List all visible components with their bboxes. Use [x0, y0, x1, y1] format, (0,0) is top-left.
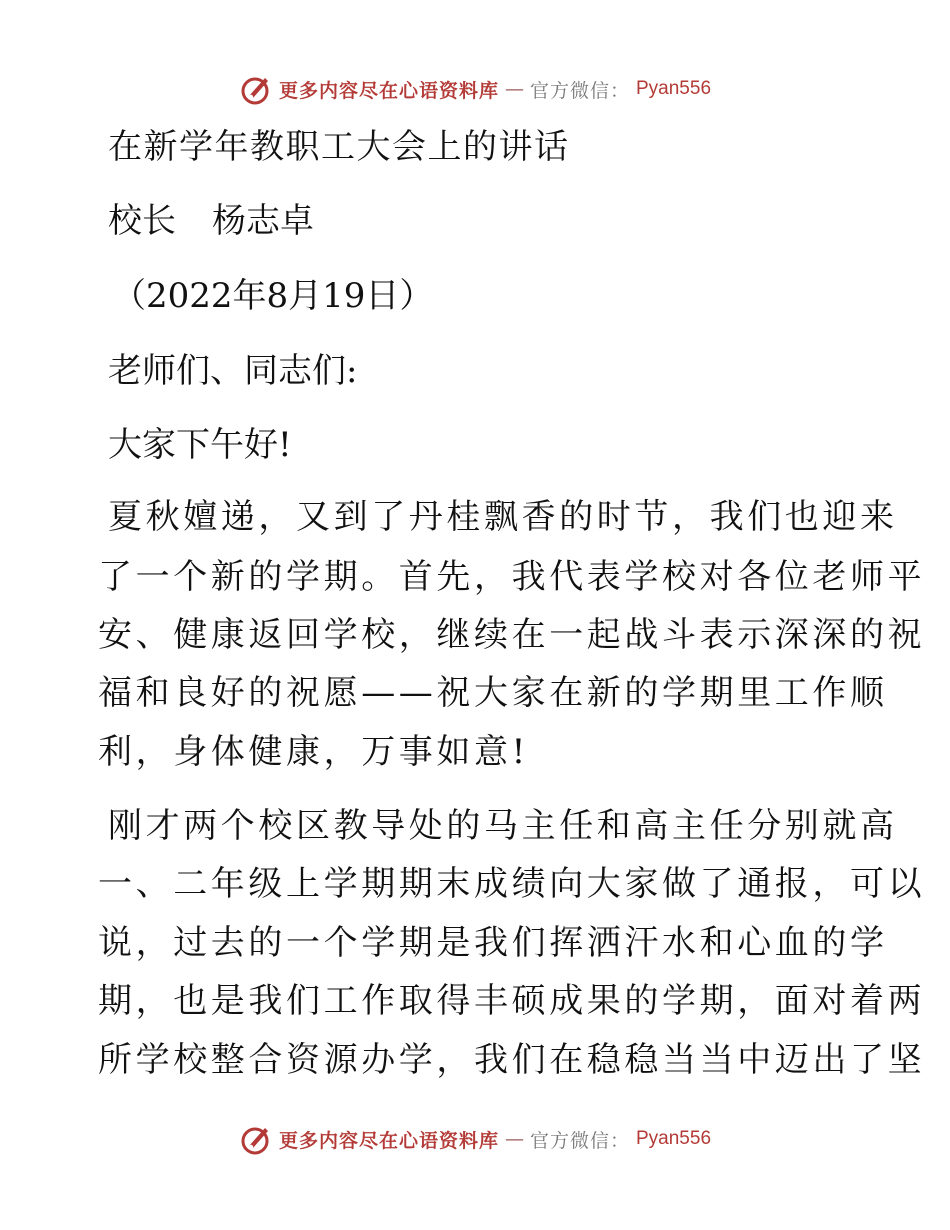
document-date: （2022年8月19日） — [112, 276, 434, 316]
watermark-separator: — — [504, 1128, 524, 1150]
paragraph2-line: 刚才两个校区教导处的马主任和高主任分别就高 — [108, 806, 898, 846]
quill-logo-icon — [239, 1122, 273, 1156]
watermark-site-text: 更多内容尽在心语资料库 — [278, 1129, 499, 1152]
footer-watermark — [0, 1122, 950, 1156]
paragraph2-line: 一、二年级上学期期末成绩向大家做了通报，可以 — [98, 864, 926, 904]
paragraph1-line: 福和良好的祝愿——祝大家在新的学期里工作顺 — [98, 673, 888, 713]
watermark-label: 官方微信： — [529, 79, 630, 102]
watermark-label: 官方微信： — [529, 1129, 630, 1152]
paragraph1-line: 安、健康返回学校，继续在一起战斗表示深深的祝 — [98, 615, 926, 655]
greeting: 大家下午好! — [108, 425, 292, 465]
header-watermark — [0, 72, 950, 106]
watermark-wechat-id: Pyan556 — [636, 78, 712, 99]
author-line — [0, 201, 950, 241]
paragraph2-line: 所学校整合资源办学，我们在稳稳当当中迈出了坚 — [98, 1040, 926, 1080]
document-title: 在新学年教职工大会上的讲话 — [108, 127, 570, 167]
paragraph1-line: 夏秋嬗递，又到了丹桂飘香的时节，我们也迎来 — [108, 497, 898, 537]
watermark-wechat-id: Pyan556 — [636, 1128, 712, 1149]
author-role: 校长 — [108, 201, 176, 241]
quill-logo-icon — [239, 72, 273, 106]
paragraph1-line: 了一个新的学期。首先，我代表学校对各位老师平 — [98, 557, 926, 597]
watermark-site-text: 更多内容尽在心语资料库 — [278, 79, 499, 102]
paragraph1-line: 利，身体健康，万事如意! — [98, 732, 529, 772]
watermark-separator: — — [504, 78, 524, 100]
paragraph2-line: 说，过去的一个学期是我们挥洒汗水和心血的学 — [98, 923, 888, 963]
salutation: 老师们、同志们: — [108, 351, 358, 391]
paragraph2-line: 期，也是我们工作取得丰硕成果的学期，面对着两 — [98, 981, 926, 1021]
author-name: 杨志卓 — [212, 201, 314, 241]
